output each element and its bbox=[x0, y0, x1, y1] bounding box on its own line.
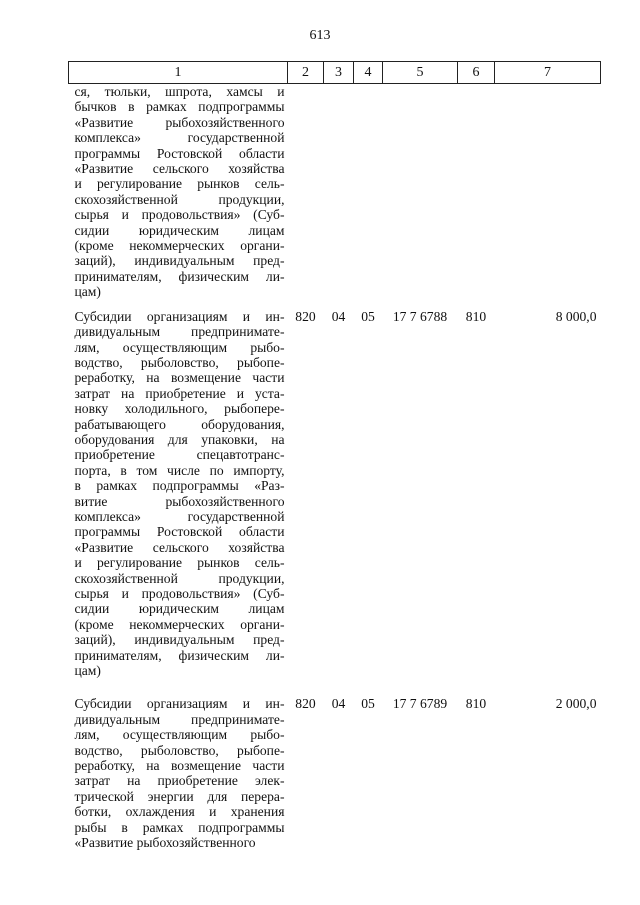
ministry-code-cell bbox=[288, 84, 324, 300]
description-line: реработку, на возмещение части bbox=[74, 370, 285, 386]
table-row bbox=[69, 300, 601, 688]
description-line: принимателям, физическим ли- bbox=[74, 647, 285, 663]
description-line: цам) bbox=[74, 663, 101, 679]
description-line: витие рыбохозяйственного bbox=[74, 493, 285, 509]
description-line: скохозяйственной продукции, bbox=[74, 191, 285, 207]
description-line: трической энергии для перера- bbox=[74, 788, 285, 804]
description-line: сидии юридическим лицам bbox=[74, 601, 285, 617]
budget-table bbox=[68, 61, 601, 860]
column-header: 2 bbox=[288, 62, 324, 84]
description-line: затрат на приобретение элек- bbox=[74, 773, 285, 789]
description-line: «Развитие сельского хозяйства bbox=[74, 161, 285, 177]
column-header: 5 bbox=[383, 62, 458, 84]
subsection-code-cell bbox=[354, 84, 383, 300]
column-header: 3 bbox=[324, 62, 354, 84]
description-line: рабатывающего оборудования, bbox=[74, 416, 285, 432]
table-row bbox=[69, 84, 601, 300]
description-line: новку холодильного, рыбопере- bbox=[74, 401, 285, 417]
description-line: (кроме некоммерческих органи- bbox=[74, 616, 285, 632]
description-line: водство, рыболовство, рыбопе- bbox=[74, 354, 285, 370]
column-header: 4 bbox=[354, 62, 383, 84]
row-description bbox=[69, 687, 288, 859]
target-article-cell bbox=[383, 84, 458, 300]
description-line: оборудования для упаковки, на bbox=[74, 431, 285, 447]
table-header-row bbox=[69, 62, 601, 84]
description-line: комплекса» государственной bbox=[74, 130, 285, 146]
description-line: и регулирование рынков сель- bbox=[74, 176, 285, 192]
row-description bbox=[69, 84, 288, 300]
section-code-cell bbox=[324, 84, 354, 300]
amount-cell: 2 000,0 bbox=[555, 696, 597, 712]
description-line: и регулирование рынков сель- bbox=[74, 555, 285, 571]
description-line: сидии юридическим лицам bbox=[74, 222, 285, 238]
description-line: порта, в том числе по импорту, bbox=[74, 462, 285, 478]
description-line: приобретение спецавтотранс- bbox=[74, 447, 285, 463]
description-line: затрат на приобретение и уста- bbox=[74, 385, 285, 401]
table-row bbox=[69, 687, 601, 859]
description-line: заций), индивидуальным пред- bbox=[74, 632, 285, 648]
description-line: лям, осуществляющим рыбо- bbox=[74, 727, 285, 743]
description-line: дивидуальным предпринимате- bbox=[74, 324, 285, 340]
description-line: ботки, охлаждения и хранения bbox=[74, 804, 285, 820]
description-line: дивидуальным предпринимате- bbox=[74, 711, 285, 727]
target-article-cell: 17 7 6788 bbox=[392, 308, 448, 324]
section-code-cell: 04 bbox=[331, 696, 346, 712]
description-line: Субсидии организациям и ин- bbox=[74, 308, 285, 324]
ministry-code-cell: 820 bbox=[295, 308, 316, 324]
description-line: водство, рыболовство, рыбопе- bbox=[74, 742, 285, 758]
description-line: сырья и продовольствия» (Суб- bbox=[74, 586, 285, 601]
column-header: 7 bbox=[495, 62, 601, 84]
description-line: бычков в рамках подпрограммы bbox=[74, 99, 285, 115]
subsection-code-cell: 05 bbox=[361, 308, 375, 324]
expense-type-cell: 810 bbox=[465, 696, 487, 712]
description-line: «Развитие рыбохозяйственного bbox=[74, 114, 285, 130]
description-line: реработку, на возмещение части bbox=[74, 758, 285, 774]
amount-cell bbox=[495, 84, 601, 300]
description-line: рыбы в рамках подпрограммы bbox=[74, 819, 285, 835]
expense-type-cell: 810 bbox=[465, 308, 487, 324]
ministry-code-cell: 820 bbox=[295, 696, 316, 712]
description-line: комплекса» государственной bbox=[74, 508, 285, 524]
description-line: лям, осуществляющим рыбо- bbox=[74, 339, 285, 355]
subsection-code-cell: 05 bbox=[361, 696, 375, 712]
description-line: программы Ростовской области bbox=[74, 524, 285, 540]
description-line: Субсидии организациям и ин- bbox=[74, 696, 285, 712]
page-number: 613 bbox=[309, 28, 331, 43]
description-line: ся, тюльки, шпрота, хамсы и bbox=[74, 84, 285, 99]
description-line: сырья и продовольствия» (Суб- bbox=[74, 207, 285, 223]
description-line: заций), индивидуальным пред- bbox=[74, 253, 285, 269]
column-header: 1 bbox=[69, 62, 288, 84]
expense-type-cell bbox=[458, 84, 495, 300]
description-line: принимателям, физическим ли- bbox=[74, 268, 285, 284]
description-line: скохозяйственной продукции, bbox=[74, 570, 285, 586]
description-line: «Развитие рыбохозяйственного bbox=[74, 835, 256, 851]
description-line: «Развитие сельского хозяйства bbox=[74, 539, 285, 555]
target-article-cell: 17 7 6789 bbox=[392, 696, 448, 712]
description-line: в рамках подпрограммы «Раз- bbox=[74, 478, 285, 494]
amount-cell: 8 000,0 bbox=[555, 308, 597, 324]
column-header: 6 bbox=[458, 62, 495, 84]
row-description bbox=[69, 300, 288, 688]
description-line: цам) bbox=[74, 284, 101, 300]
section-code-cell: 04 bbox=[331, 308, 346, 324]
description-line: (кроме некоммерческих органи- bbox=[74, 238, 285, 254]
description-line: программы Ростовской области bbox=[74, 145, 285, 161]
